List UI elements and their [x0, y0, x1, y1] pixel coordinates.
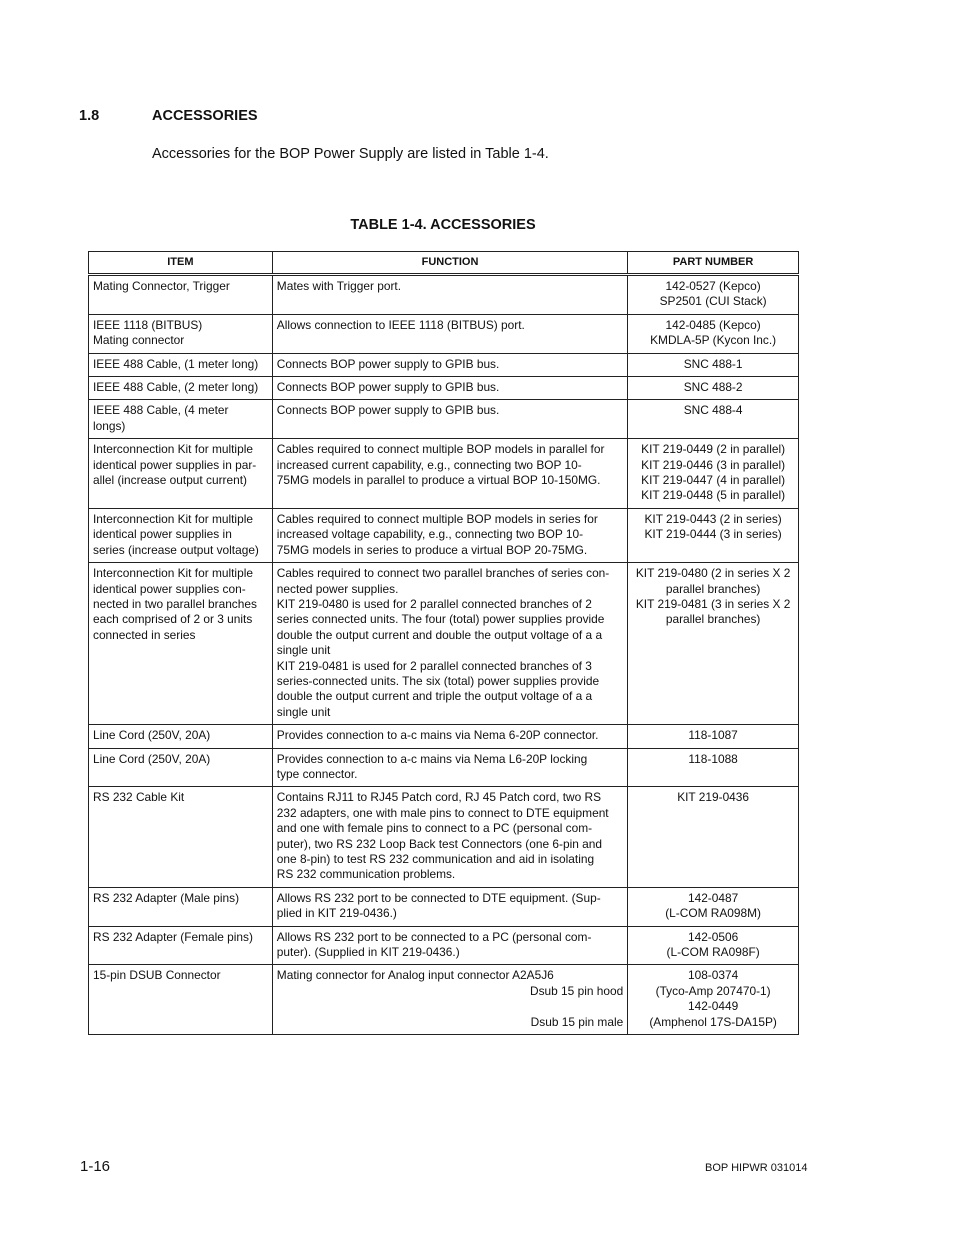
item-cell-line: Mating Connector, Trigger [93, 279, 230, 293]
part-number-cell-line: KIT 219-0481 (3 in series X 2 [635, 596, 791, 611]
item-cell [89, 563, 273, 725]
table-row [89, 748, 799, 787]
item-cell-line: RS 232 Adapter (Female pins) [93, 929, 253, 944]
table-row [89, 353, 799, 376]
function-cell [272, 725, 627, 748]
item-cell [89, 508, 273, 562]
item-cell [89, 965, 273, 1035]
function-cell [272, 563, 627, 725]
part-number-cell [628, 275, 799, 315]
section-number: 1.8 [79, 108, 100, 124]
function-cell-line: Provides connection to a-c mains via Nema L6-20P locking [276, 751, 588, 766]
part-number-cell-line: KMDLA-5P (Kycon Inc.) [650, 333, 777, 348]
function-cell [272, 314, 627, 353]
function-cell [272, 439, 627, 509]
function-cell-line: Allows RS 232 port to be connected to a PC (personal com- [276, 929, 592, 944]
part-number-cell-line: KIT 219-0443 (2 in series) [644, 511, 782, 526]
function-cell-line: KIT 219-0481 is used for 2 parallel connected branches of 3 [276, 658, 592, 673]
function-cell-line: single unit [276, 643, 331, 658]
part-number-cell [628, 787, 799, 887]
part-number-cell-line: 142-0506 [687, 929, 739, 944]
function-cell-line: nected power supplies. [276, 581, 399, 596]
part-number-cell [628, 887, 799, 926]
header-function: FUNCTION [272, 252, 627, 275]
function-cell-line: RS 232 communication problems. [276, 867, 456, 882]
function-cell-line: increased current capability, e.g., connecting two BOP 10- [276, 457, 582, 472]
item-cell [89, 377, 273, 400]
intro-paragraph: Accessories for the BOP Power Supply are listed in Table 1-4. [152, 146, 549, 162]
table-row [89, 508, 799, 562]
part-number-cell [628, 314, 799, 353]
table-row [89, 275, 799, 315]
function-cell-line: 75MG models in series to produce a virtual BOP 20-75MG. [276, 542, 588, 557]
function-cell-line: Connects BOP power supply to GPIB bus. [276, 380, 500, 395]
item-cell-line: IEEE 488 Cable, (4 meter [93, 403, 229, 418]
item-cell-line: identical power supplies in [93, 527, 232, 542]
item-cell-line: RS 232 Adapter (Male pins) [93, 890, 240, 905]
table-row [89, 439, 799, 509]
function-cell [272, 926, 627, 965]
function-cell-line: single unit [276, 704, 331, 719]
function-cell-line: and one with female pins to connect to a PC (personal com- [276, 821, 593, 836]
table-body [89, 275, 799, 1035]
item-cell [89, 887, 273, 926]
item-cell [89, 748, 273, 787]
function-cell-line: Connects BOP power supply to GPIB bus. [276, 356, 500, 371]
part-number-cell-line: KIT 219-0447 (4 in parallel) [641, 473, 786, 488]
item-cell-line: Line Cord (250V, 20A) [93, 728, 211, 743]
part-number-cell-line: (L-COM RA098M) [665, 906, 762, 921]
header-part-number: PART NUMBER [628, 252, 799, 275]
part-number-cell-line: parallel branches) [665, 581, 761, 596]
part-number-cell-line: KIT 219-0449 (2 in parallel) [641, 442, 786, 457]
function-cell-line: type connector. [276, 766, 358, 781]
part-number-cell [628, 563, 799, 725]
header-item: ITEM [89, 252, 273, 275]
function-cell-line: Contains RJ11 to RJ45 Patch cord, RJ 45 Patch cord, two RS [276, 790, 602, 805]
part-number-cell-line: SP2501 (CUI Stack) [659, 294, 767, 309]
function-cell [272, 748, 627, 787]
part-number-cell [628, 748, 799, 787]
part-number-cell-line: KIT 219-0436 [677, 790, 750, 805]
part-number-cell-line: KIT 219-0444 (3 in series) [644, 527, 782, 542]
part-number-cell-line: KIT 219-0448 (5 in parallel) [641, 488, 786, 503]
part-number-cell-line: (Amphenol 17S-DA15P) [649, 1014, 777, 1029]
item-cell-line: Mating connector [93, 333, 185, 348]
function-cell-line: Cables required to connect multiple BOP models in parallel for [276, 442, 605, 457]
function-cell [272, 377, 627, 400]
accessories-table [88, 251, 799, 1035]
part-number-cell-line: (Tyco-Amp 207470-1) [655, 983, 771, 998]
item-cell [89, 314, 273, 353]
function-cell-line: double the output current and triple the output voltage of a a [276, 689, 593, 704]
table-row [89, 725, 799, 748]
item-cell-line: connected in series [93, 627, 196, 642]
item-cell-line: identical power supplies con- [93, 581, 246, 596]
item-cell-line: identical power supplies in par- [93, 457, 257, 472]
item-cell [89, 353, 273, 376]
part-number-cell [628, 965, 799, 1035]
item-cell [89, 926, 273, 965]
item-cell-line: allel (increase output current) [93, 473, 247, 488]
part-number-cell-line: SNC 488-4 [683, 403, 743, 418]
item-cell [89, 400, 273, 439]
function-cell-line: puter), two RS 232 Loop Back test Connectors (one 6-pin and [276, 836, 602, 851]
table-row [89, 965, 799, 1035]
function-cell [272, 787, 627, 887]
function-cell-line: Mating connector for Analog input connector A2A5J6 [276, 968, 554, 983]
line-gap [277, 999, 623, 1014]
table-row [89, 787, 799, 887]
function-cell-line: increased voltage capability, e.g., connecting two BOP 10- [276, 527, 584, 542]
part-number-cell-line: 142-0487 [687, 890, 739, 905]
function-cell-line: Provides connection to a-c mains via Nema 6-20P connector. [276, 728, 599, 743]
function-cell-line: series-connected units. The six (total) power supplies provide [276, 673, 600, 688]
table-caption: TABLE 1-4. ACCESSORIES [350, 217, 536, 233]
table-row [89, 926, 799, 965]
part-number-cell [628, 400, 799, 439]
item-cell [89, 275, 273, 315]
item-cell-line: Line Cord (250V, 20A) [93, 751, 211, 766]
section-heading [79, 108, 258, 124]
function-cell-line: KIT 219-0480 is used for 2 parallel connected branches of 2 [276, 596, 592, 611]
part-number-cell [628, 439, 799, 509]
part-number-cell [628, 508, 799, 562]
item-cell-line: IEEE 488 Cable, (2 meter long) [93, 380, 259, 395]
item-cell [89, 787, 273, 887]
part-number-cell-line: SNC 488-1 [683, 356, 743, 371]
function-cell [272, 400, 627, 439]
function-cell-line: plied in KIT 219-0436.) [276, 906, 397, 921]
part-number-cell-line: 108-0374 [687, 968, 739, 983]
item-cell-line: Interconnection Kit for multiple [93, 442, 253, 457]
function-cell [272, 353, 627, 376]
function-cell-line: 232 adapters, one with male pins to connect to DTE equipment [276, 805, 609, 820]
item-cell-line: 15-pin DSUB Connector [93, 968, 221, 983]
table-row [89, 314, 799, 353]
table-row [89, 400, 799, 439]
part-number-cell [628, 926, 799, 965]
function-cell [272, 965, 627, 1035]
part-number-cell-line: SNC 488-2 [683, 380, 743, 395]
page-number: 1-16 [80, 1158, 111, 1175]
function-cell-line: puter). (Supplied in KIT 219-0436.) [276, 945, 460, 960]
function-cell-line: double the output current and double the output voltage of a a [276, 627, 603, 642]
function-cell-line: Allows RS 232 port to be connected to DTE equipment. (Sup- [276, 890, 601, 905]
item-cell-line: RS 232 Cable Kit [93, 790, 185, 805]
item-cell-line: IEEE 488 Cable, (1 meter long) [93, 356, 259, 371]
part-number-cell-line: parallel branches) [665, 612, 761, 627]
item-cell-line: nected in two parallel branches [93, 596, 257, 611]
function-cell-line: Connects BOP power supply to GPIB bus. [276, 403, 500, 418]
part-number-cell [628, 377, 799, 400]
function-cell-line: Cables required to connect multiple BOP models in series for [276, 511, 598, 526]
table-row [89, 377, 799, 400]
item-cell-line: series (increase output voltage) [93, 542, 259, 557]
part-number-cell-line: 142-0527 (Kepco) [665, 279, 761, 293]
function-cell-line: Cables required to connect two parallel branches of series con- [276, 566, 610, 581]
table-header-row [89, 252, 799, 275]
table-row [89, 563, 799, 725]
item-cell-line: each comprised of 2 or 3 units [93, 612, 253, 627]
part-number-cell-line: 142-0485 (Kepco) [665, 317, 761, 332]
part-number-cell-line: 142-0449 [687, 999, 739, 1014]
part-number-cell-line: 118-1087 [688, 728, 738, 743]
table-row [89, 887, 799, 926]
function-cell-line: 75MG models in parallel to produce a virtual BOP 10-150MG. [276, 473, 601, 488]
part-number-cell-line: KIT 219-0480 (2 in series X 2 [635, 566, 791, 581]
item-cell-line: Interconnection Kit for multiple [93, 511, 253, 526]
function-cell-line: Mates with Trigger port. [276, 279, 402, 293]
function-cell [272, 887, 627, 926]
document-id: BOP HIPWR 031014 [705, 1162, 808, 1174]
function-cell [272, 275, 627, 315]
function-cell-subline: Dsub 15 pin male [530, 1014, 624, 1029]
section-title: ACCESSORIES [152, 108, 258, 124]
part-number-cell-line: 118-1088 [688, 751, 738, 766]
function-cell-line: one 8-pin) to test RS 232 communication and aid in isolating [276, 852, 595, 866]
function-cell-subline: Dsub 15 pin hood [530, 983, 624, 998]
item-cell-line: Interconnection Kit for multiple [93, 566, 253, 581]
part-number-cell-line: KIT 219-0446 (3 in parallel) [641, 457, 786, 472]
item-cell [89, 439, 273, 509]
item-cell-line: IEEE 1118 (BITBUS) [93, 317, 203, 332]
function-cell-line: Allows connection to IEEE 1118 (BITBUS) port. [276, 317, 525, 332]
part-number-cell-line: (L-COM RA098F) [666, 945, 760, 960]
function-cell-line: series connected units. The four (total) power supplies provide [276, 612, 605, 627]
part-number-cell [628, 725, 799, 748]
item-cell [89, 725, 273, 748]
item-cell-line: longs) [93, 418, 126, 433]
part-number-cell [628, 353, 799, 376]
function-cell [272, 508, 627, 562]
